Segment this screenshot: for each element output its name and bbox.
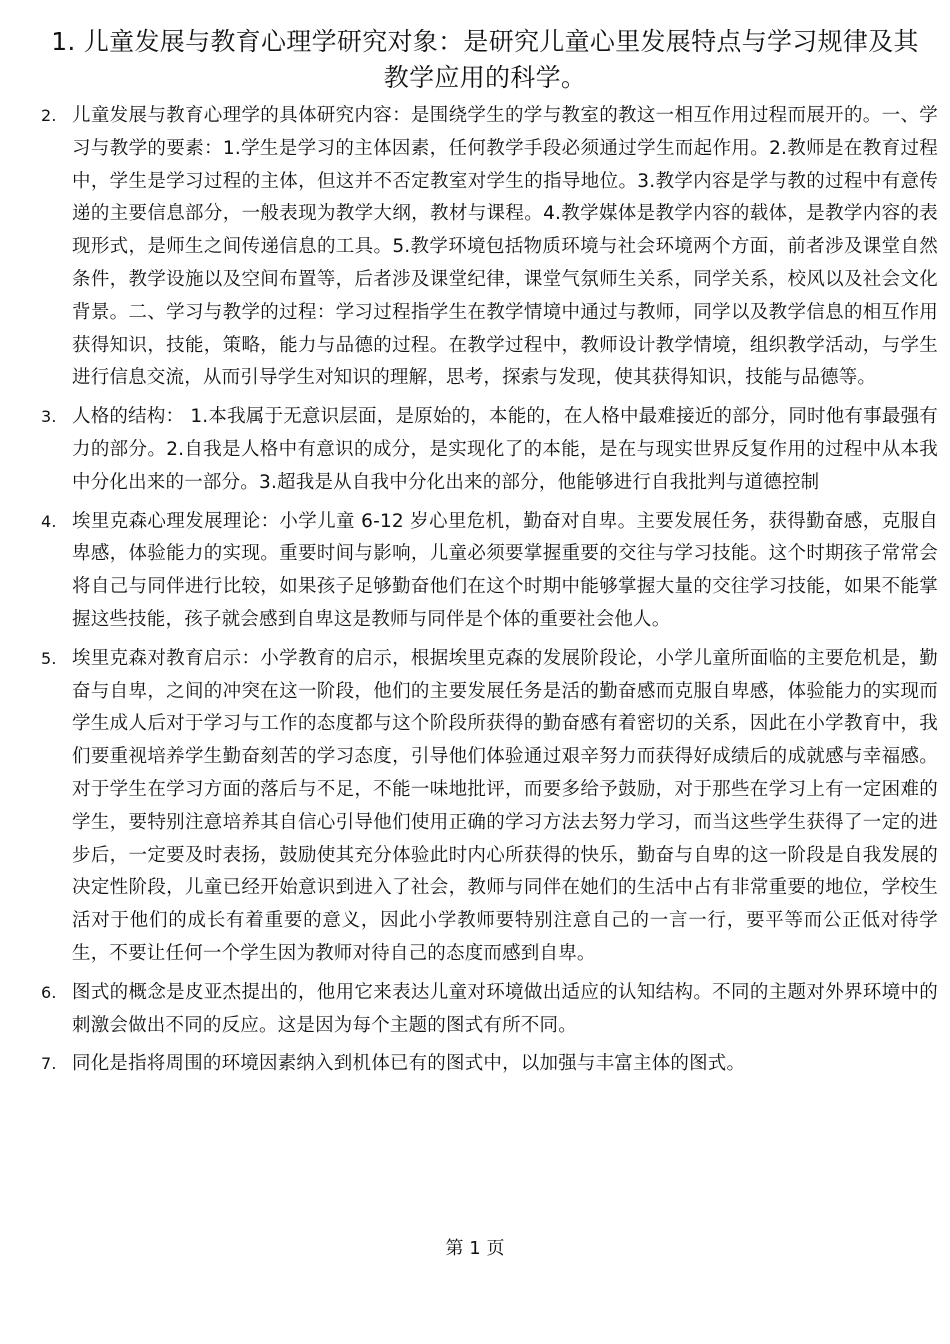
page-number: 第 1 页 — [445, 1238, 505, 1259]
list-item-text: 图式的概念是皮亚杰提出的，他用它来表达儿童对环境做出适应的认知结构。不同的主题对外界环境中的刺激会做出不同的反应。这是因为每个主题的图式有所不同。 — [72, 981, 938, 1036]
list-item — [0, 401, 950, 499]
list-item-number: 6. — [41, 982, 57, 1002]
list-item-number: 7. — [41, 1054, 57, 1074]
list-item — [0, 100, 950, 395]
list-item-number: 5. — [41, 648, 57, 668]
list-item — [0, 1048, 950, 1081]
list-item-number: 2. — [41, 106, 57, 125]
numbered-list — [0, 100, 950, 1087]
list-item-text: 埃里克森对教育启示：小学教育的启示，根据埃里克森的发展阶段论，小学儿童所面临的主要危机是，勤奋与自卑，之间的冲突在这一阶段，他们的主要发展任务是活的勤奋感而克服自卑感，体验能力的实现而学生成人后对于学习与工作的态度都与这个阶段所获得的勤奋感有着密切的关系，因此在小学教育中，我们要重视培养学生勤奋刻苦的学习态度，引导他们体验通过艰辛努力而获得好成绩后的成就感与幸福感。对于学生在学习方面的落后与不足，不能一味地批评，而要多给予鼓励，对于那些在学习上有一定困难的学生，要特别注意培养其自信心引导他们使用正确的学习方法去努力学习，而当这些学生获得了一定的进步后，一定要及时表扬，鼓励使其充分体验此时内心所获得的快乐，勤奋与自卑的这一阶段是自我发展的决定性阶段，儿童已经开始意识到进入了社会，教师与同伴在她们的生活中占有非常重要的地位，学校生活对于他们的成长有着重要的意义，因此小学教师要特别注意自己的一言一行，要平等而公正低对待学生，不要让任何一个学生因为教师对待自己的态度而感到自卑。 — [72, 647, 938, 964]
list-item-number: 4. — [41, 511, 57, 531]
document-title: 1. 儿童发展与教育心理学研究对象：是研究儿童心里发展特点与学习规律及其教学应用的科学。 — [51, 27, 919, 92]
list-item-number: 3. — [41, 407, 57, 427]
list-item-text: 埃里克森心理发展理论：小学儿童 6-12 岁心里危机，勤奋对自卑。主要发展任务，获得勤奋感，克服自卑感，体验能力的实现。重要时间与影响，儿童必须要掌握重要的交往与学习技能。这个时期孩子常常会将自己与同伴进行比较，如果孩子足够勤奋他们在这个时期中能够掌握大量的交往学习技能，如果不能掌握这些技能，孩子就会感到自卑这是教师与同伴是个体的重要社会他人。 — [72, 510, 938, 630]
list-item — [0, 977, 950, 1043]
list-item — [0, 643, 950, 971]
list-item-text: 儿童发展与教育心理学的具体研究内容：是围绕学生的学与教室的教这一相互作用过程而展开的。一、学习与教学的要素：1.学生是学习的主体因素，任何教学手段必须通过学生而起作用。2.教师是在教育过程中，学生是学习过程的主体，但这并不否定教室对学生的指导地位。3.教学内容是学与教的过程中有意传递的主要信息部分，一般表现为教学大纲，教材与课程。4.教学媒体是教学内容的载体，是教学内容的表现形式，是师生之间传递信息的工具。5.教学环境包括物质环境与社会环境两个方面，前者涉及课堂自然条件，教学设施以及空间布置等，后者涉及课堂纪律，课堂气氛师生关系，同学关系，校风以及社会文化背景。二、学习与教学的过程：学习过程指学生在教学情境中通过与教师，同学以及教学信息的相互作用获得知识，技能，策略，能力与品德的过程。在教学过程中，教师设计教学情境，组织教学活动，与学生进行信息交流，从而引导学生对知识的理解，思考，探索与发现，使其获得知识，技能与品德等。 — [72, 105, 938, 389]
list-item — [0, 506, 950, 637]
list-item-text: 同化是指将周围的环境因素纳入到机体已有的图式中，以加强与丰富主体的图式。 — [72, 1053, 746, 1075]
list-item-text: 人格的结构： 1.本我属于无意识层面，是原始的，本能的，在人格中最难接近的部分，同时他有事最强有力的部分。2.自我是人格中有意识的成分，是实现化了的本能，是在与现实世界反复作用的过程中从本我中分化出来的一部分。3.超我是从自我中分化出来的部分，他能够进行自我批判与道德控制 — [72, 406, 938, 493]
